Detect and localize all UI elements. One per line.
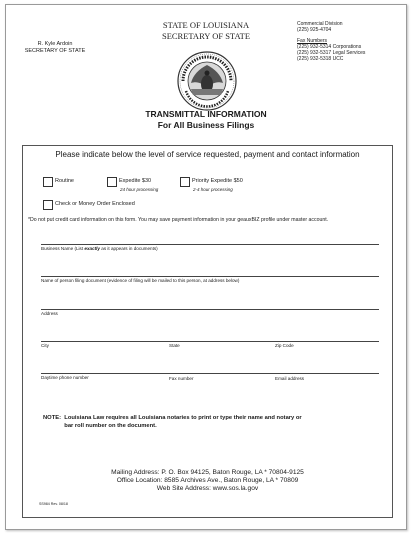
priority-expedite-label: Priority Expedite $50	[192, 178, 243, 184]
office-name: SECRETARY OF STATE	[161, 31, 251, 41]
priority-expedite-checkbox[interactable]	[180, 177, 190, 187]
phone-label: Daytime phone number	[41, 375, 89, 380]
document-page	[5, 4, 407, 530]
routine-checkbox[interactable]	[43, 177, 53, 187]
louisiana-state-seal-icon	[177, 51, 237, 111]
mailing-address: Mailing Address: P. O. Box 94125, Baton Rouge, LA * 70804-9125	[111, 469, 304, 476]
state-name: STATE OF LOUISIANA	[162, 20, 250, 30]
business-name-label: Business Name (List exactly as it appears in documents)	[41, 246, 158, 251]
subtitle-line: For All Business Filings	[157, 119, 255, 130]
city-label: City	[41, 343, 49, 348]
priority-expedite-note: 2-4 hour processing	[193, 187, 233, 192]
division-name: Commercial Division	[297, 21, 343, 27]
agency-heading	[146, 20, 266, 42]
payment-disclaimer: *Do not put credit card information on this form. You may save payment information in your geauxBIZ profile under master account.	[28, 217, 329, 223]
transmittal-form	[22, 145, 393, 518]
fax-line: (225) 932-5318 UCC	[297, 56, 344, 62]
officer-title: SECRETARY OF STATE	[24, 47, 86, 54]
email-label: Email address	[275, 376, 305, 381]
fax-line: (225) 932-5314 Corporations	[297, 44, 362, 50]
expedite-note: 24 hour processing	[120, 187, 159, 192]
routine-label: Routine	[55, 178, 74, 184]
title-line: TRANSMITTAL INFORMATION	[145, 109, 267, 119]
address-label: Address	[41, 311, 58, 316]
fax-label: Fax number	[169, 376, 194, 381]
document-title	[106, 109, 306, 130]
fax-heading: Fax Numbers	[297, 38, 328, 44]
form-number: SS984 Rev. 08/18	[39, 502, 68, 506]
officer-block	[20, 41, 90, 54]
address-line[interactable]	[41, 309, 379, 310]
mailing-block	[23, 469, 392, 493]
website-address: Web Site Address: www.sos.la.gov	[156, 485, 259, 492]
division-phone: (225) 925-4704	[297, 27, 332, 33]
fax-line: (225) 932-5317 Legal Services	[297, 50, 366, 56]
notary-note	[43, 414, 302, 430]
business-name-line[interactable]	[41, 244, 379, 245]
note-body: Louisiana Law requires all Louisiana notaries to print or type their name and notary or bar roll number on the document.	[64, 415, 302, 429]
contact-block	[297, 21, 365, 62]
check-money-order-checkbox[interactable]	[43, 200, 53, 210]
check-money-order-label: Check or Money Order Enclosed	[55, 201, 135, 207]
form-instructions: Please indicate below the level of service requested, payment and contact information	[55, 150, 360, 159]
person-filing-label: Name of person filing document (evidence of filing will be mailed to this person, at address below)	[41, 278, 240, 283]
officer-name: R. Kyle Ardoin	[37, 41, 73, 47]
office-location: Office Location: 8585 Archives Ave., Baton Rouge, LA * 70809	[116, 477, 299, 484]
zip-code-label: Zip Code	[275, 343, 294, 348]
phone-fax-email-line[interactable]	[41, 373, 379, 374]
note-label: NOTE:	[43, 415, 62, 421]
city-state-zip-line[interactable]	[41, 341, 379, 342]
expedite-checkbox[interactable]	[107, 177, 117, 187]
expedite-label: Expedite $30	[119, 178, 152, 184]
person-filing-line[interactable]	[41, 276, 379, 277]
state-label: State	[169, 343, 180, 348]
